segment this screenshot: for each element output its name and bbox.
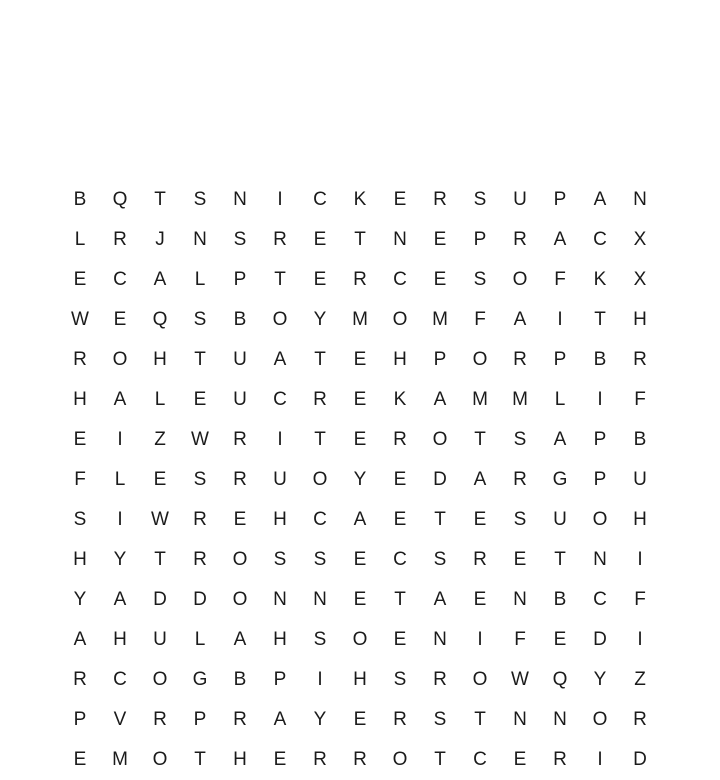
grid-cell[interactable]: E	[313, 269, 327, 290]
grid-cell[interactable]: E	[153, 469, 167, 490]
grid-cell[interactable]: C	[273, 389, 287, 410]
grid-row	[60, 540, 660, 580]
grid-cell[interactable]: E	[313, 229, 327, 250]
grid-cell[interactable]: R	[513, 229, 527, 250]
grid-row	[60, 180, 660, 220]
grid-cell[interactable]: O	[392, 309, 408, 330]
grid-cell[interactable]: A	[553, 229, 567, 250]
grid-cell[interactable]: R	[73, 349, 87, 370]
grid-cell[interactable]: H	[633, 509, 647, 530]
grid-cell[interactable]: R	[513, 349, 527, 370]
grid-cell[interactable]: W	[511, 669, 529, 690]
grid-cell[interactable]: W	[151, 509, 169, 530]
grid-cell[interactable]: O	[312, 469, 328, 490]
grid-cell[interactable]: R	[153, 709, 167, 730]
grid-cell[interactable]: J	[155, 229, 165, 250]
grid-cell[interactable]: A	[113, 589, 127, 610]
grid-cell[interactable]: Q	[152, 309, 168, 330]
grid-row	[60, 420, 660, 460]
grid-cell[interactable]: L	[74, 229, 86, 250]
grid-cell[interactable]: Y	[313, 309, 327, 330]
grid-cell[interactable]: H	[633, 309, 647, 330]
grid-cell[interactable]: C	[313, 509, 327, 530]
grid-cell[interactable]: E	[73, 429, 87, 450]
grid-cell[interactable]: T	[314, 429, 326, 450]
grid-row	[60, 580, 660, 620]
grid-cell[interactable]: H	[273, 509, 287, 530]
grid-cell[interactable]: S	[313, 629, 327, 650]
grid-cell[interactable]: A	[553, 429, 567, 450]
grid-cell[interactable]: T	[354, 229, 366, 250]
grid-cell[interactable]: S	[433, 709, 447, 730]
grid-cell[interactable]: T	[194, 349, 206, 370]
grid-cell[interactable]: E	[473, 589, 487, 610]
grid-cell[interactable]: O	[512, 269, 528, 290]
grid-cell[interactable]: S	[473, 269, 487, 290]
grid-cell[interactable]: B	[233, 309, 247, 330]
grid-cell[interactable]: R	[313, 389, 327, 410]
grid-cell[interactable]: H	[233, 749, 247, 770]
grid-cell[interactable]: T	[434, 509, 446, 530]
grid-cell[interactable]: O	[472, 669, 488, 690]
grid-cell[interactable]: M	[112, 749, 128, 770]
grid-cell[interactable]: E	[353, 349, 367, 370]
grid-cell[interactable]: B	[233, 669, 247, 690]
grid-cell[interactable]: T	[194, 749, 206, 770]
grid-cell[interactable]: H	[273, 629, 287, 650]
grid-cell[interactable]: T	[274, 269, 286, 290]
grid-cell[interactable]: P	[233, 269, 247, 290]
grid-cell[interactable]: N	[313, 589, 327, 610]
grid-cell[interactable]: D	[633, 749, 647, 770]
grid-cell[interactable]: E	[393, 189, 407, 210]
grid-cell[interactable]: F	[554, 269, 566, 290]
grid-cell[interactable]: M	[432, 309, 448, 330]
grid-cell[interactable]: R	[113, 229, 127, 250]
grid-cell[interactable]: D	[153, 589, 167, 610]
grid-cell[interactable]: M	[352, 309, 368, 330]
grid-cell[interactable]: C	[393, 269, 407, 290]
grid-cell[interactable]: O	[152, 669, 168, 690]
grid-cell[interactable]: U	[233, 389, 247, 410]
grid-cell[interactable]: Q	[552, 669, 568, 690]
grid-cell[interactable]: O	[352, 629, 368, 650]
grid-cell[interactable]: N	[433, 629, 447, 650]
grid-cell[interactable]: R	[193, 509, 207, 530]
grid-cell[interactable]: T	[474, 709, 486, 730]
grid-cell[interactable]: H	[353, 669, 367, 690]
grid-cell[interactable]: S	[73, 509, 87, 530]
grid-cell[interactable]: A	[433, 589, 447, 610]
grid-cell[interactable]: P	[73, 709, 87, 730]
grid-cell[interactable]: N	[193, 229, 207, 250]
grid-cell[interactable]: T	[154, 549, 166, 570]
grid-cell[interactable]: K	[353, 189, 367, 210]
grid-cell[interactable]: I	[637, 629, 643, 650]
grid-cell[interactable]: N	[233, 189, 247, 210]
grid-cell[interactable]: R	[433, 669, 447, 690]
grid-cell[interactable]: F	[514, 629, 526, 650]
grid-cell[interactable]: R	[393, 429, 407, 450]
grid-row	[60, 500, 660, 540]
grid-cell[interactable]: C	[473, 749, 487, 770]
grid-cell[interactable]: F	[634, 589, 646, 610]
grid-cell[interactable]: Y	[313, 709, 327, 730]
grid-row	[60, 300, 660, 340]
grid-cell[interactable]: S	[433, 549, 447, 570]
grid-row	[60, 380, 660, 420]
grid-cell[interactable]: U	[553, 509, 567, 530]
grid-cell[interactable]: E	[433, 269, 447, 290]
grid-cell[interactable]: R	[313, 749, 327, 770]
grid-cell[interactable]: A	[273, 709, 287, 730]
grid-cell[interactable]: Y	[353, 469, 367, 490]
grid-cell[interactable]: X	[633, 229, 647, 250]
grid-cell[interactable]: C	[593, 589, 607, 610]
grid-cell[interactable]: B	[633, 429, 647, 450]
grid-cell[interactable]: H	[73, 549, 87, 570]
grid-cell[interactable]: Y	[73, 589, 87, 610]
grid-cell[interactable]: I	[277, 429, 283, 450]
grid-cell[interactable]: H	[153, 349, 167, 370]
grid-cell[interactable]: S	[233, 229, 247, 250]
grid-cell[interactable]: A	[153, 269, 167, 290]
grid-cell[interactable]: E	[393, 469, 407, 490]
grid-cell[interactable]: Q	[112, 189, 128, 210]
grid-cell[interactable]: D	[593, 629, 607, 650]
grid-cell[interactable]: T	[434, 749, 446, 770]
grid-cell[interactable]: N	[633, 189, 647, 210]
grid-cell[interactable]: R	[513, 469, 527, 490]
grid-cell[interactable]: A	[513, 309, 527, 330]
grid-cell[interactable]: N	[513, 589, 527, 610]
grid-cell[interactable]: E	[353, 429, 367, 450]
grid-cell[interactable]: G	[192, 669, 208, 690]
grid-row	[60, 460, 660, 500]
grid-cell[interactable]: A	[353, 509, 367, 530]
grid-cell[interactable]: O	[272, 309, 288, 330]
grid-cell[interactable]: P	[553, 189, 567, 210]
grid-cell[interactable]: E	[433, 229, 447, 250]
grid-cell[interactable]: S	[473, 189, 487, 210]
grid-cell[interactable]: P	[273, 669, 287, 690]
grid-cell[interactable]: F	[74, 469, 86, 490]
grid-cell[interactable]: P	[193, 709, 207, 730]
grid-row	[60, 340, 660, 380]
grid-cell[interactable]: I	[477, 629, 483, 650]
grid-cell[interactable]: E	[353, 389, 367, 410]
grid-cell[interactable]: Y	[593, 669, 607, 690]
grid-cell[interactable]: V	[113, 709, 127, 730]
grid-cell[interactable]: T	[594, 309, 606, 330]
grid-cell[interactable]: S	[193, 469, 207, 490]
grid-cell[interactable]: I	[637, 549, 643, 570]
grid-row	[60, 700, 660, 740]
grid-cell[interactable]: R	[353, 269, 367, 290]
grid-cell[interactable]: S	[393, 669, 407, 690]
grid-cell[interactable]: O	[232, 589, 248, 610]
grid-cell[interactable]: E	[553, 629, 567, 650]
grid-cell[interactable]: R	[273, 229, 287, 250]
grid-cell[interactable]: E	[353, 589, 367, 610]
grid-cell[interactable]: O	[112, 349, 128, 370]
grid-cell[interactable]: O	[592, 709, 608, 730]
grid-cell[interactable]: A	[73, 629, 87, 650]
grid-cell[interactable]: E	[113, 309, 127, 330]
grid-cell[interactable]: E	[273, 749, 287, 770]
grid-cell[interactable]: L	[554, 389, 566, 410]
grid-cell[interactable]: H	[113, 629, 127, 650]
grid-cell[interactable]: A	[273, 349, 287, 370]
grid-cell[interactable]: M	[472, 389, 488, 410]
grid-cell[interactable]: O	[472, 349, 488, 370]
letter-grid	[60, 180, 660, 780]
grid-cell[interactable]: Y	[113, 549, 127, 570]
grid-cell[interactable]: U	[153, 629, 167, 650]
grid-cell[interactable]: A	[473, 469, 487, 490]
grid-cell[interactable]: G	[552, 469, 568, 490]
grid-row	[60, 620, 660, 660]
grid-cell[interactable]: U	[273, 469, 287, 490]
grid-cell[interactable]: C	[593, 229, 607, 250]
grid-cell[interactable]: O	[432, 429, 448, 450]
grid-cell[interactable]: E	[73, 749, 87, 770]
grid-cell[interactable]: R	[633, 349, 647, 370]
grid-cell[interactable]: W	[191, 429, 209, 450]
grid-cell[interactable]: T	[314, 349, 326, 370]
grid-cell[interactable]: S	[193, 309, 207, 330]
grid-cell[interactable]: T	[474, 429, 486, 450]
grid-cell[interactable]: S	[193, 189, 207, 210]
grid-cell[interactable]: E	[353, 549, 367, 570]
grid-cell[interactable]: F	[474, 309, 486, 330]
grid-cell[interactable]: R	[233, 469, 247, 490]
grid-cell[interactable]: R	[433, 189, 447, 210]
grid-cell[interactable]: S	[313, 549, 327, 570]
grid-cell[interactable]: W	[71, 309, 89, 330]
grid-row	[60, 740, 660, 780]
grid-cell[interactable]: N	[513, 709, 527, 730]
grid-cell[interactable]: U	[633, 469, 647, 490]
grid-cell[interactable]: K	[593, 269, 607, 290]
grid-cell[interactable]: T	[154, 189, 166, 210]
grid-cell[interactable]: O	[152, 749, 168, 770]
grid-cell[interactable]: B	[73, 189, 87, 210]
grid-cell[interactable]: T	[394, 589, 406, 610]
grid-cell[interactable]: R	[353, 749, 367, 770]
grid-cell[interactable]: N	[593, 549, 607, 570]
grid-cell[interactable]: L	[114, 469, 126, 490]
grid-cell[interactable]: S	[513, 509, 527, 530]
grid-cell[interactable]: C	[313, 189, 327, 210]
grid-cell[interactable]: M	[512, 389, 528, 410]
grid-cell[interactable]: P	[593, 429, 607, 450]
grid-cell[interactable]: E	[473, 509, 487, 530]
grid-cell[interactable]: P	[553, 349, 567, 370]
grid-cell[interactable]: E	[73, 269, 87, 290]
grid-cell[interactable]: I	[317, 669, 323, 690]
grid-cell[interactable]: R	[553, 749, 567, 770]
grid-cell[interactable]: I	[597, 749, 603, 770]
grid-cell[interactable]: E	[353, 709, 367, 730]
grid-cell[interactable]: R	[73, 669, 87, 690]
grid-cell[interactable]: S	[273, 549, 287, 570]
grid-cell[interactable]: K	[393, 389, 407, 410]
grid-cell[interactable]: D	[193, 589, 207, 610]
grid-cell[interactable]: C	[393, 549, 407, 570]
grid-cell[interactable]: O	[392, 749, 408, 770]
grid-cell[interactable]: E	[513, 549, 527, 570]
grid-cell[interactable]: L	[194, 269, 206, 290]
grid-cell[interactable]: P	[473, 229, 487, 250]
grid-row	[60, 660, 660, 700]
grid-cell[interactable]: O	[232, 549, 248, 570]
grid-cell[interactable]: N	[553, 709, 567, 730]
grid-cell[interactable]: I	[557, 309, 563, 330]
grid-cell[interactable]: X	[633, 269, 647, 290]
grid-cell[interactable]: E	[513, 749, 527, 770]
grid-cell[interactable]: R	[193, 549, 207, 570]
grid-cell[interactable]: I	[117, 429, 123, 450]
grid-cell[interactable]: Z	[634, 669, 646, 690]
grid-cell[interactable]: R	[233, 709, 247, 730]
grid-cell[interactable]: R	[633, 709, 647, 730]
grid-cell[interactable]: E	[393, 509, 407, 530]
grid-cell[interactable]: T	[554, 549, 566, 570]
grid-cell[interactable]: P	[593, 469, 607, 490]
grid-cell[interactable]: I	[277, 189, 283, 210]
grid-cell[interactable]: N	[393, 229, 407, 250]
grid-cell[interactable]: E	[193, 389, 207, 410]
grid-cell[interactable]: I	[597, 389, 603, 410]
grid-cell[interactable]: P	[433, 349, 447, 370]
grid-cell[interactable]: E	[233, 509, 247, 530]
grid-row	[60, 260, 660, 300]
grid-cell[interactable]: A	[433, 389, 447, 410]
grid-cell[interactable]: L	[194, 629, 206, 650]
grid-cell[interactable]: I	[117, 509, 123, 530]
grid-cell[interactable]: D	[433, 469, 447, 490]
grid-cell[interactable]: C	[113, 269, 127, 290]
grid-cell[interactable]: R	[473, 549, 487, 570]
grid-cell[interactable]: H	[73, 389, 87, 410]
grid-cell[interactable]: U	[513, 189, 527, 210]
grid-cell[interactable]: A	[233, 629, 247, 650]
grid-cell[interactable]: R	[393, 709, 407, 730]
grid-cell[interactable]: S	[513, 429, 527, 450]
grid-cell[interactable]: B	[593, 349, 607, 370]
grid-cell[interactable]: A	[113, 389, 127, 410]
grid-cell[interactable]: R	[233, 429, 247, 450]
grid-cell[interactable]: B	[553, 589, 567, 610]
grid-cell[interactable]: H	[393, 349, 407, 370]
grid-cell[interactable]: U	[233, 349, 247, 370]
grid-cell[interactable]: O	[592, 509, 608, 530]
grid-cell[interactable]: F	[634, 389, 646, 410]
grid-cell[interactable]: L	[154, 389, 166, 410]
grid-row	[60, 220, 660, 260]
grid-cell[interactable]: Z	[154, 429, 166, 450]
grid-cell[interactable]: E	[393, 629, 407, 650]
grid-cell[interactable]: A	[593, 189, 607, 210]
grid-cell[interactable]: N	[273, 589, 287, 610]
grid-cell[interactable]: C	[113, 669, 127, 690]
